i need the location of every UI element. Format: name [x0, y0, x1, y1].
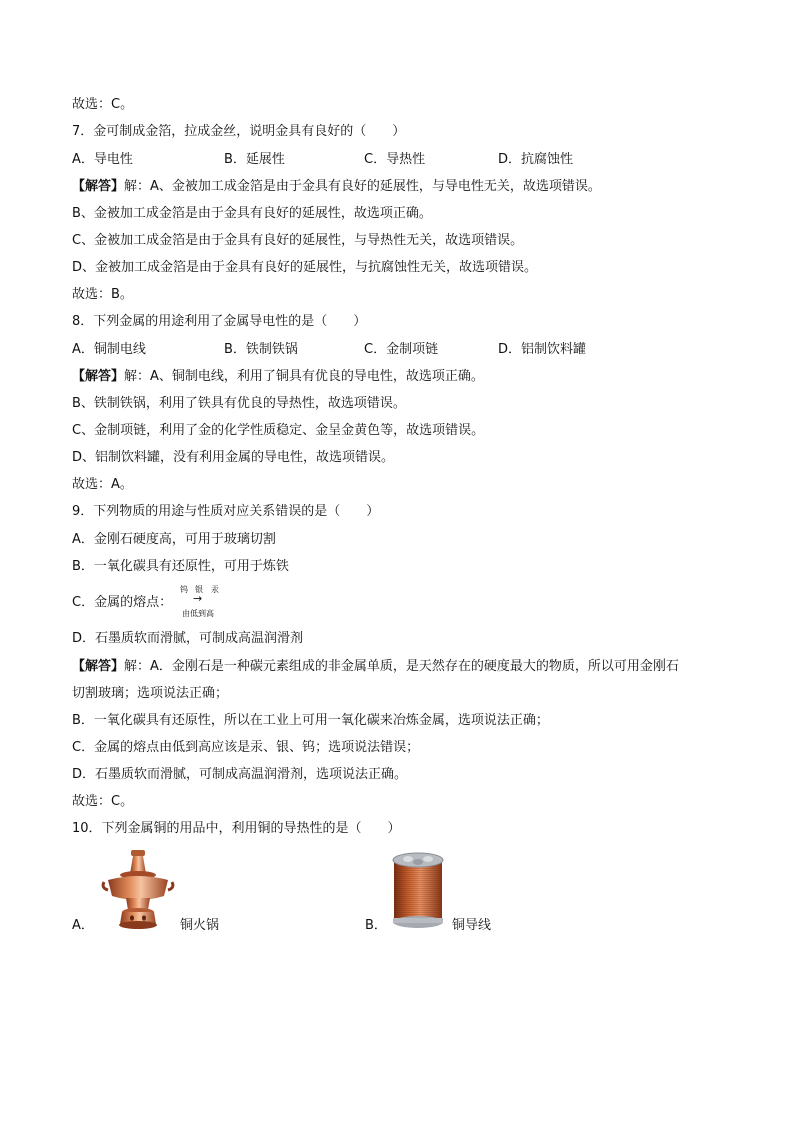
q6-answer: 故选：C。 — [72, 97, 134, 112]
melting-point-scale — [180, 585, 230, 621]
q10-option-b-letter: B． — [365, 918, 387, 933]
q8-option-a: A．铜制电线 — [72, 342, 146, 357]
q9-analysis-tag: 【解答】 — [72, 659, 125, 674]
q8-option-d: D．铝制饮料罐 — [498, 342, 587, 357]
q9-analysis-line-2: 切割玻璃；选项说法正确； — [72, 686, 229, 701]
q7-option-b: B．延展性 — [224, 152, 285, 167]
q9-analysis-first: 解：A．金刚石是一种碳元素组成的非金属单质，是天然存在的硬度最大的物质，所以可用金刚石 — [124, 659, 679, 674]
q7-analysis-tag: 【解答】 — [72, 179, 125, 194]
q8-analysis-tag: 【解答】 — [72, 369, 125, 384]
q7-option-c: C．导热性 — [364, 152, 426, 167]
q7-stem: 7．金可制成金箔，拉成金丝，说明金具有良好的（ ） — [72, 124, 406, 139]
q9-analysis-line-1 — [72, 658, 679, 676]
q8-stem: 8．下列金属的用途利用了金属导电性的是（ ） — [72, 314, 367, 329]
q10-stem: 10．下列金属铜的用品中，利用铜的导热性的是（ ） — [72, 821, 401, 836]
scale-caption: 由低到高 — [182, 609, 214, 618]
q7-option-a: A．导电性 — [72, 152, 133, 167]
scale-metal-mercury: 汞 — [211, 585, 219, 594]
scale-metal-silver: 银 — [195, 585, 203, 594]
copper-hotpot-icon — [100, 848, 176, 932]
q8-analysis-line-3: C、金制项链，利用了金的化学性质稳定、金呈金黄色等，故选项错误。 — [72, 423, 485, 438]
q9-analysis-line-5: D．石墨质软而滑腻，可制成高温润滑剂，选项说法正确。 — [72, 767, 408, 782]
q9-option-a: A．金刚石硬度高，可用于玻璃切割 — [72, 532, 276, 547]
q8-analysis-line-2: B、铁制铁锅，利用了铁具有优良的导热性，故选项错误。 — [72, 396, 406, 411]
q8-option-b: B．铁制铁锅 — [224, 342, 298, 357]
q9-analysis-line-4: C．金属的熔点由低到高应该是汞、银、钨；选项说法错误； — [72, 740, 420, 755]
q8-analysis-line-1 — [72, 368, 484, 386]
q7-analysis-line-4: D、金被加工成金箔是由于金具有良好的延展性，与抗腐蚀性无关，故选项错误。 — [72, 260, 538, 275]
q9-option-b: B．一氧化碳具有还原性，可用于炼铁 — [72, 559, 289, 574]
q7-analysis-line-1 — [72, 178, 601, 196]
q9-option-d: D．石墨质软而滑腻，可制成高温润滑剂 — [72, 631, 304, 646]
q8-analysis-line-4: D、铝制饮料罐，没有利用金属的导电性，故选项错误。 — [72, 450, 395, 465]
scale-metal-tungsten: 钨 — [180, 585, 188, 594]
q7-analysis-line-3: C、金被加工成金箔是由于金具有良好的延展性，与导热性无关，故选项错误。 — [72, 233, 524, 248]
q9-analysis-line-3: B．一氧化碳具有还原性，所以在工业上可用一氧化碳来冶炼金属，选项说法正确； — [72, 713, 549, 728]
scale-arrow: → — [193, 592, 203, 605]
q8-option-c: C．金制项链 — [364, 342, 439, 357]
q10-option-a-letter: A． — [72, 918, 94, 933]
q9-answer: 故选：C。 — [72, 794, 134, 809]
q7-option-d: D．抗腐蚀性 — [498, 152, 574, 167]
q8-analysis-first: 解：A、铜制电线，利用了铜具有优良的导电性，故选项正确。 — [124, 369, 484, 384]
q9-option-c: C．金属的熔点： — [72, 595, 173, 610]
q10-option-b-label: 铜导线 — [452, 918, 492, 933]
q7-analysis-first: 解：A、金被加工成金箔是由于金具有良好的延展性，与导电性无关，故选项错误。 — [124, 179, 601, 194]
q10-option-a-label: 铜火锅 — [180, 918, 220, 933]
copper-wire-coil-icon — [388, 850, 448, 930]
q9-stem: 9．下列物质的用途与性质对应关系错误的是（ ） — [72, 504, 380, 519]
q8-answer: 故选：A。 — [72, 477, 133, 492]
q7-analysis-line-2: B、金被加工成金箔是由于金具有良好的延展性，故选项正确。 — [72, 206, 432, 221]
q7-answer: 故选：B。 — [72, 287, 133, 302]
